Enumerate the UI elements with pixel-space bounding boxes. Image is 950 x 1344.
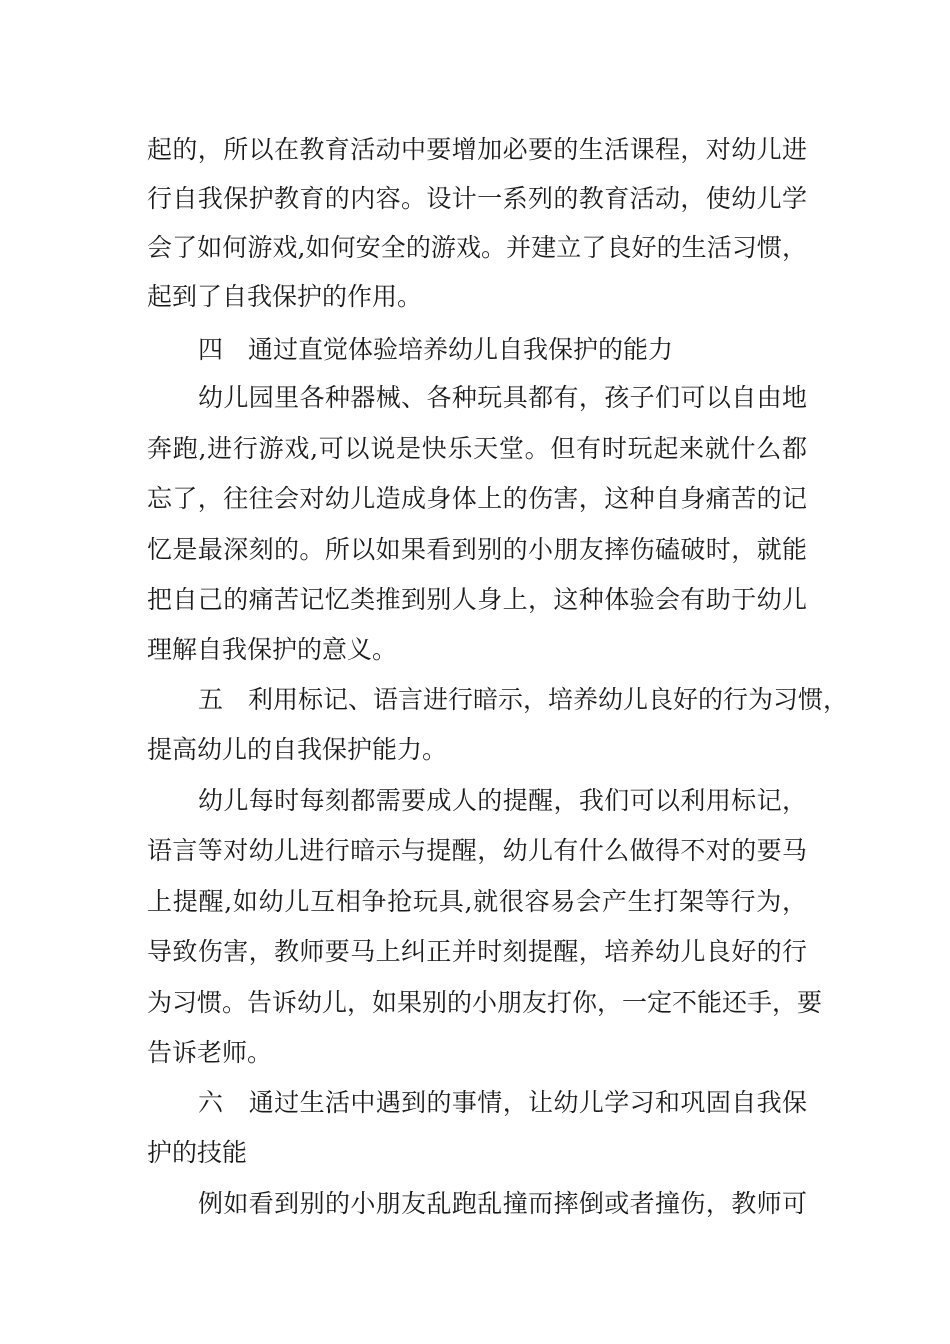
text-line: 幼儿每时每刻都需要成人的提醒，我们可以利用标记， (198, 786, 807, 815)
text-line: 起的，所以在教育活动中要增加必要的生活课程，对幼儿进 (147, 135, 807, 164)
text-line: 幼儿园里各种器械、各种玩具都有，孩子们可以自由地 (198, 383, 807, 412)
section-heading: 五 利用标记、语言进行暗示，培养幼儿良好的行为习惯， (198, 685, 849, 714)
text-line: 忆是最深刻的。所以如果看到别的小朋友摔伤磕破时，就能 (147, 535, 807, 564)
text-line: 会了如何游戏,如何安全的游戏。并建立了良好的生活习惯， (147, 233, 807, 262)
text-line: 把自己的痛苦记忆类推到别人身上，这种体验会有助于幼儿 (147, 585, 807, 614)
text-line: 告诉老师。 (147, 1038, 273, 1067)
text-line: 起到了自我保护的作用。 (147, 282, 423, 311)
text-line: 忘了，往往会对幼儿造成身体上的伤害，这种自身痛苦的记 (147, 484, 807, 513)
section-heading: 四 通过直觉体验培养幼儿自我保护的能力 (198, 335, 674, 364)
section-heading: 护的技能 (147, 1138, 248, 1167)
text-line: 理解自我保护的意义。 (147, 635, 398, 664)
text-line: 例如看到别的小朋友乱跑乱撞而摔倒或者撞伤，教师可 (198, 1189, 807, 1218)
text-line: 行自我保护教育的内容。设计一系列的教育活动，使幼儿学 (147, 184, 807, 213)
text-line: 导致伤害，教师要马上纠正并时刻提醒，培养幼儿良好的行 (147, 937, 807, 966)
text-line: 上提醒,如幼儿互相争抢玩具,就很容易会产生打架等行为， (147, 887, 807, 916)
section-heading: 六 通过生活中遇到的事情，让幼儿学习和巩固自我保 (198, 1088, 807, 1117)
text-line: 奔跑,进行游戏,可以说是快乐天堂。但有时玩起来就什么都 (147, 434, 807, 463)
section-heading: 提高幼儿的自我保护能力。 (147, 735, 448, 764)
text-line: 语言等对幼儿进行暗示与提醒，幼儿有什么做得不对的要马 (147, 836, 807, 865)
text-line: 为习惯。告诉幼儿，如果别的小朋友打你，一定不能还手，要 (147, 988, 823, 1017)
